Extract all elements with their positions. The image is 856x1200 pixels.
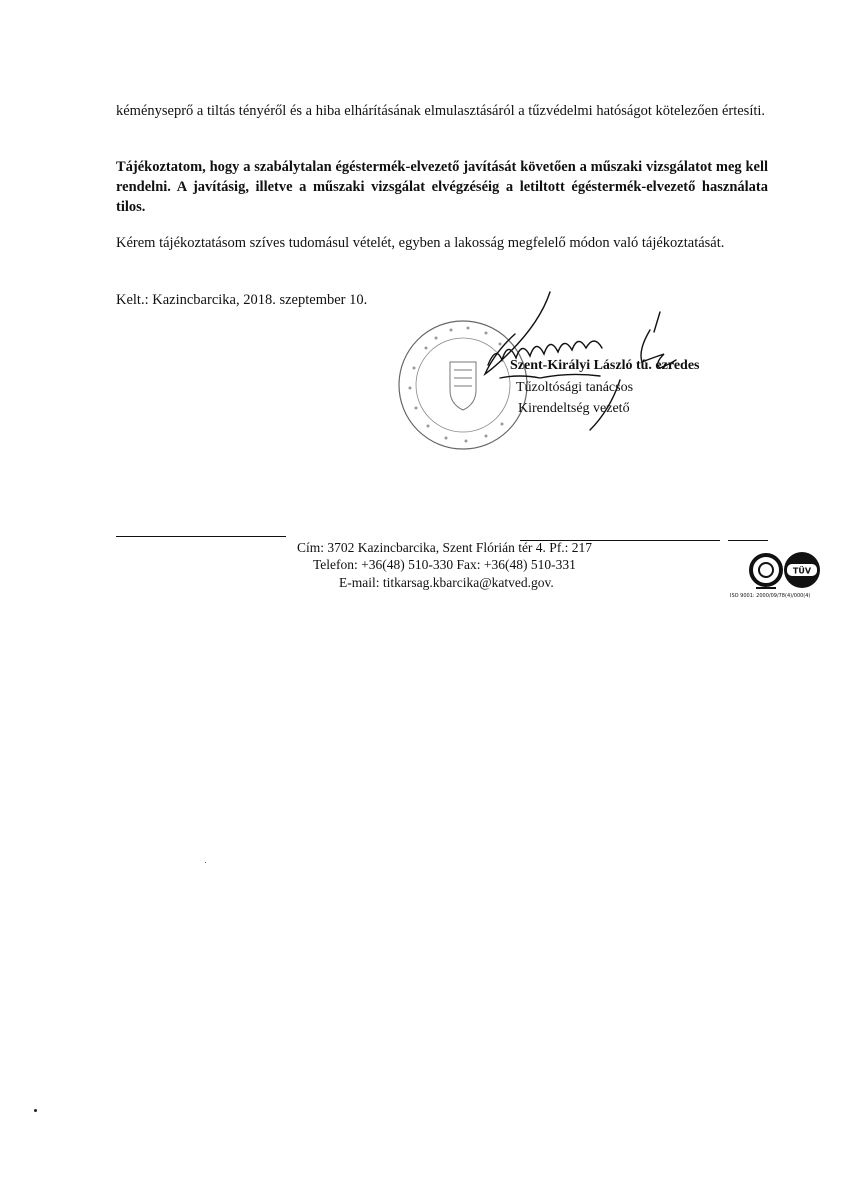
footer-email: E-mail: titkarsag.kbarcika@katved.gov.: [339, 575, 554, 590]
scan-speck: [205, 862, 206, 863]
date-line: Kelt.: Kazincbarcika, 2018. szeptember 10.: [116, 292, 368, 308]
certification-caption: ISO 9001: 2000/09/78(4)/000(4): [730, 593, 811, 599]
certification-logo-text: TÜV: [792, 566, 812, 576]
scan-speck: [34, 1109, 37, 1112]
handwritten-signature-image: [440, 290, 690, 440]
footer-divider: [728, 540, 768, 541]
footer-phone: Telefon: +36(48) 510-330 Fax: +36(48) 510-331: [313, 557, 576, 572]
paragraph-notice: Tájékoztatom, hogy a szabálytalan égéstermék-elvezető javítását követően a műszaki vizsgálatot meg kell rendelni. A javításig, illetve a műszaki vizsgálat elvégzéséig a letiltott égéstermék-elvezető használata tilos.: [116, 159, 768, 215]
footer-divider: [116, 536, 286, 537]
signatory-name: Szent-Királyi László tű. ezredes: [510, 358, 700, 373]
footer-address: Cím: 3702 Kazincbarcika, Szent Flórián tér 4. Pf.: 217: [297, 540, 593, 555]
paragraph-continuation: kéményseprő a tiltás tényéről és a hiba elhárításának elmulasztásáról a tűzvédelmi hatóságot kötelezően értesíti.: [116, 103, 766, 119]
paragraph-request: Kérem tájékoztatásom szíves tudomásul vételét, egyben a lakosság megfelelő módon való tájékoztatását.: [116, 235, 725, 251]
signatory-rank: Tűzoltósági tanácsos: [516, 380, 634, 395]
signatory-position: Kirendeltség vezető: [518, 401, 630, 416]
